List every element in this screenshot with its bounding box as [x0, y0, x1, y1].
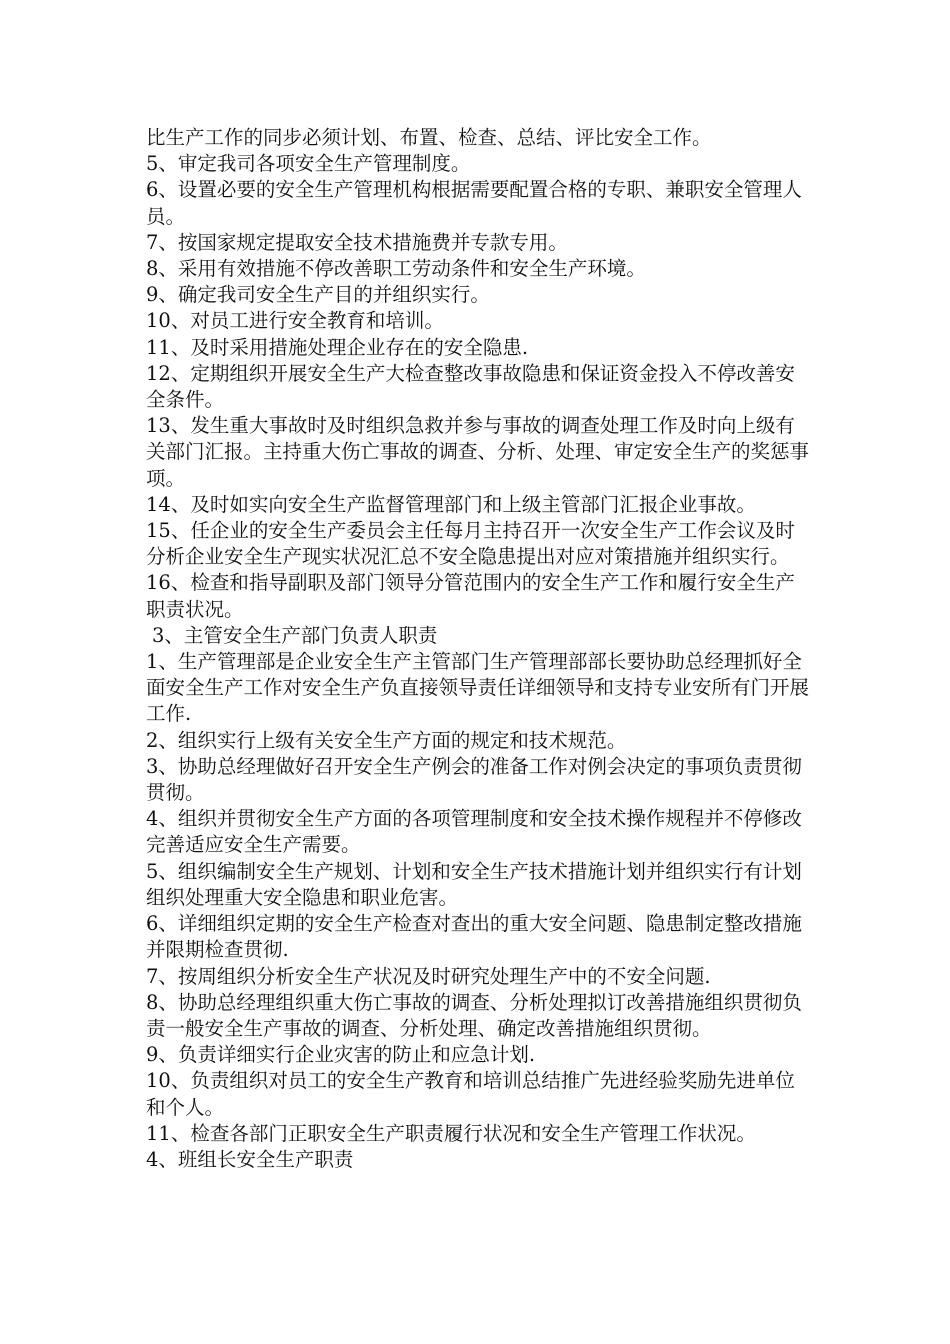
paragraph: 13、发生重大事故时及时组织急救并参与事故的调查处理工作及时向上级有关部门汇报。主持重大伤亡事故的调查、分析、处理、审定安全生产的奖惩事项。: [146, 414, 810, 490]
paragraph: 4、组织并贯彻安全生产方面的各项管理制度和安全技术操作规程并不停修改完善适应安全生产需要。: [146, 807, 802, 857]
paragraph: 10、负责组织对员工的安全生产教育和培训总结推广先进经验奖励先进单位和个人。: [146, 1069, 795, 1119]
paragraph: 5、组织编制安全生产规划、计划和安全生产技术措施计划并组织实行有计划组织处理重大安全隐患和职业危害。: [146, 859, 802, 909]
paragraph: 7、按周组织分析安全生产状况及时研究处理生产中的不安全问题.: [146, 964, 711, 988]
paragraph: 15、任企业的安全生产委员会主任每月主持召开一次安全生产工作会议及时分析企业安全生产现实状况汇总不安全隐患提出对应对策措施并组织实行。: [146, 519, 795, 569]
paragraph: 9、负责详细实行企业灾害的防止和应急计划.: [146, 1043, 536, 1067]
paragraph: 3、协助总经理做好召开安全生产例会的准备工作对例会决定的事项负责贯彻贯彻。: [146, 754, 802, 805]
paragraph: 8、协助总经理组织重大伤亡事故的调查、分析处理拟订改善措施组织贯彻负责一般安全生产事故的调查、分析处理、确定改善措施组织贯彻。: [146, 990, 802, 1040]
paragraph: 比生产工作的同步必须计划、布置、检查、总结、评比安全工作。: [146, 126, 712, 149]
paragraph: 6、设置必要的安全生产管理机构根据需要配置合格的专职、兼职安全管理人员。: [146, 178, 802, 228]
paragraph: 1、生产管理部是企业安全生产主管部门生产管理部部长要协助总经理抓好全面安全生产工作对安全生产负直接领导责任详细领导和支持专业安所有门开展工作.: [146, 650, 810, 726]
paragraph: 10、对员工进行安全教育和培训。: [146, 309, 444, 333]
paragraph: 11、及时采用措施处理企业存在的安全隐患.: [146, 335, 529, 359]
paragraph: 12、定期组织开展安全生产大检查整改事故隐患和保证资金投入不停改善安全条件。: [146, 361, 795, 412]
paragraph: 9、确定我司安全生产目的并组织实行。: [146, 283, 490, 307]
paragraph: 11、检查各部门正职安全生产职责履行状况和安全生产管理工作状况。: [146, 1121, 756, 1145]
paragraph: 5、审定我司各项安全生产管理制度。: [146, 152, 471, 176]
paragraph: 6、详细组织定期的安全生产检查对查出的重大安全问题、隐患制定整改措施并限期检查贯彻.: [146, 912, 802, 962]
paragraph: 8、采用有效措施不停改善职工劳动条件和安全生产环境。: [146, 257, 646, 281]
paragraph: 16、检查和指导副职及部门领导分管范围内的安全生产工作和履行安全生产职责状况。: [146, 571, 795, 621]
section-heading: 3、主管安全生产部门负责人职责: [152, 623, 438, 647]
paragraph: 7、按国家规定提取安全技术措施费并专款专用。: [146, 230, 568, 254]
document-body: [146, 125, 810, 1173]
section-heading: 4、班组长安全生产职责: [146, 1147, 354, 1171]
paragraph: 2、组织实行上级有关安全生产方面的规定和技术规范。: [146, 728, 627, 752]
paragraph: 14、及时如实向安全生产监督管理部门和上级主管部门汇报企业事故。: [146, 492, 756, 516]
